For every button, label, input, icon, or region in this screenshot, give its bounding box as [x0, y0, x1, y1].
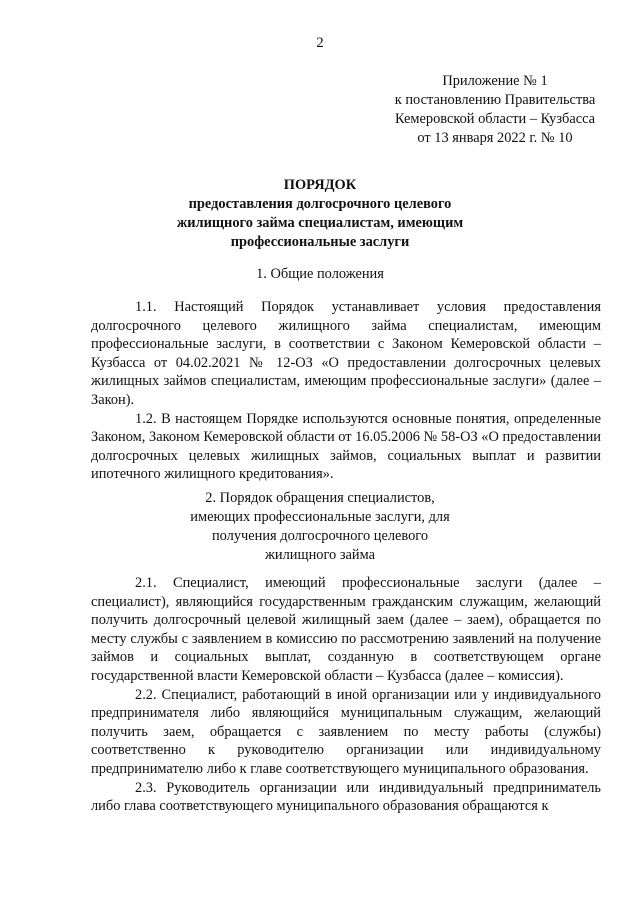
paragraph: 1.1. Настоящий Порядок устанавливает условия предоставления долгосрочного целевого жилищного займа специалистам, имеющим профессиональные заслуги, в соответствии с Законом Кемеровской области – Кузбасса от 04.02.2021 № 12-ОЗ «О предоставлении долгосрочных целевых жилищных займов специалистам, имеющим профессиональные заслуги» (далее – Закон).: [91, 299, 601, 408]
paragraph: 2.1. Специалист, имеющий профессиональные заслуги (далее – специалист), являющийся государственным гражданским служащим, желающий получить долгосрочный целевой жилищный заем (далее – заем), обращается по месту службы с заявлением в комиссию по рассмотрению заявлений на получение займов и социальных выплат, созданную в соответствующем органе государственной власти Кемеровской области – Кузбасса (далее – комиссия).: [91, 575, 601, 684]
heading-line: 2. Порядок обращения специалистов,: [205, 490, 435, 506]
title-line: жилищного займа специалистам, имеющим: [176, 215, 464, 231]
heading-line: имеющих профессиональные заслуги, для: [190, 509, 450, 525]
section-2-heading: [120, 489, 520, 565]
heading-line: получения долгосрочного целевого: [211, 528, 429, 544]
title-main: ПОРЯДОК: [283, 177, 357, 193]
appendix-line: Приложение № 1: [442, 73, 548, 89]
page-number: 2: [316, 35, 324, 51]
appendix-line: Кемеровской области – Кузбасса: [394, 111, 596, 127]
title-line: профессиональные заслуги: [230, 234, 410, 250]
section-1-body: [91, 298, 601, 484]
appendix-line: от 13 января 2022 г. № 10: [417, 130, 573, 146]
paragraph: 2.2. Специалист, работающий в иной организации или у индивидуального предпринимателя либо являющийся муниципальным служащим, желающий получить заем, обращается с заявлением по месту работы (службы) соответственно к руководителю организации или индивидуальному предпринимателю либо к главе соответствующего муниципального образования.: [91, 686, 601, 777]
title-line: предоставления долгосрочного целевого: [188, 196, 452, 212]
paragraph: 2.3. Руководитель организации или индивидуальный предприниматель либо глава соответствующего муниципального образования обращаются к: [91, 779, 601, 815]
section-2-body: [91, 574, 601, 816]
appendix-line: к постановлению Правительства: [394, 92, 596, 108]
heading-line: жилищного займа: [264, 547, 375, 563]
paragraph: 1.2. В настоящем Порядке используются основные понятия, определенные Законом, Законом Кемеровской области от 16.05.2006 № 58-ОЗ «О предоставлении долгосрочных целевых жилищных займов, социальных выплат и развитии ипотечного жилищного кредитования».: [91, 410, 601, 483]
appendix-header: [370, 72, 620, 148]
document-title: [100, 176, 540, 252]
section-1-heading: 1. Общие положения: [256, 266, 384, 282]
